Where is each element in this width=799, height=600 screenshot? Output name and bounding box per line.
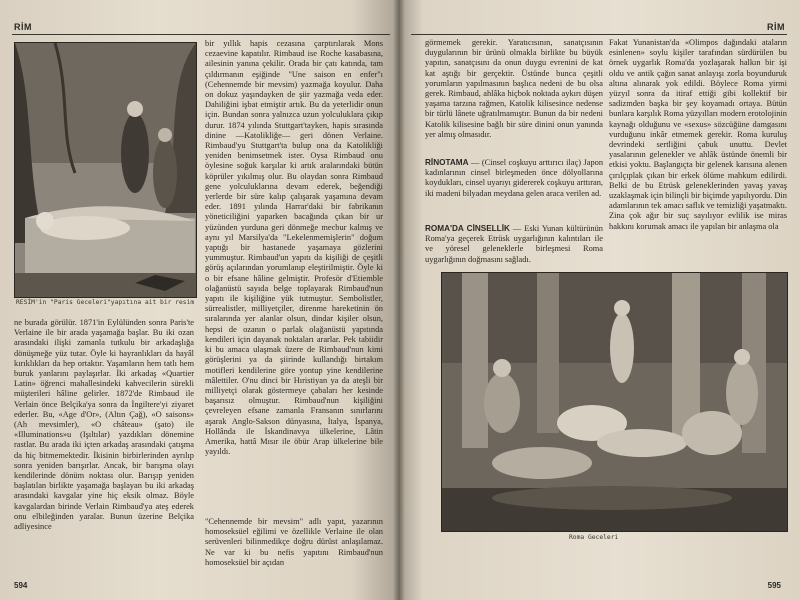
- left-col2-text-part1: bir yıllık hapis cezasına çarptırılarak Mons cezaevine kapatılır. Rimbaud ise Roche kasabasına, ailesinin yanına çekilir. Orada bir çatı katında, tam çıldırmanın eşiğinde "Une saison en enfer"ı (Cehennemde bir mevsim) yazmağa koyulur. Daha on dokuz yaşındayken de şiir yazmağa veda eder. Dahiliğini işbat etmiştir artık. Bu da yeterlidir onun için. Bundan sonra yalnızca uzun yolculuklara çıkıp durur. 1874 yılında Stuttgart'tayken, hapis sırasında dinine —Katolikliğe— geri dönen Verlaine. Rimbaud'yu Stuttgart'ta bulup ona da Katolikliği yeniden benimsetmek ister. Oysa Rimbaud onu öylesine soğuk karşılar ki artık aralarındaki bütün köprüler yıkılmış olur. Bu olaydan sonra Rimbaud gene yolculuklarına devam ederek, beğendiği yerlerde bir süre kalıp çalışarak yaşamına devam eder. 1891 yılında Harrar'daki bir fabrikanın yöneticiliğini yaparken bacağında çıkan bir ur yüzünden yurduna geri dönmeğe mecbur kalmış ve aynı yıl Marsilya'da "Lekelenmemişlerin" doğum yaptığı bir hastanede yaşamaya gözlerini yummuştur. Rimbaud'un yapıtı da kişiliği de çeşitli görüş açılarından yorumlanıp eleştirilmiştir. Öyle ki o bir efsane hâline gelmiştir. Profesör d'Etiemble olağanüstü sayıda belge toplayarak Rimbaud'nun yapıtı ile kişiliğine yük tutmuştur. Sembolistler, sürrealistler, milliyetçiler, direnme hareketinin ön sıralarında yer alanlar olsun, dindar kişiler olsun, hepsi de ozanın o parlak olağanüstü yapıtında kendileri için dayanak noktaları ararlar. Pek tabiidir ki bu amaca ulaşmak üzere de Rimbaud'nun kimi görüşlerini ya da şiirinde kullandığı birtakım motifleri kendilerine göre yontup yine kendilerine mâlettiler. O'nu dinci bir Hıristiyan ya da ateşli bir milliyetçi olarak göstermeye çabaları her kesinde başarısız olmuştur. Rimbaud'nun kişiliğini çevreleyen efsane zamanla Fransanın sınırlarını aşarak Anglo-Sakson dünyasına, İtalya, İspanya, Hollânda ile İskandinavya ülkelerine, Lâtin Amerika, hattâ Mısır ile öbür Arap ülkelerine bile yayıldı.: [205, 39, 383, 457]
- left-column-2-bottom: [205, 517, 383, 581]
- left-col1-text: ne burada görülür. 1871'in Eylülünden sonra Paris'te Verlaine ile bir arada yaşamağa başlar. Bu iki ozan arasındaki ilişki zamanla tutkulu bir arkadaşlığa dönüşmeğe yüz tutar. Öyle ki hayranlıkları da hayâl kırıklıkları da hep ortaktır. Yaşamların hem tatlı hem buruk yanlarını paylaşırlar. İki arkadaş «Quartier Latin» öğrenci mahallesindeki kahvecilerin sürekli müşterileri hâline gelirler. 1872'de Rimbaud ile Verlain önce Belçika'ya sonra da İngiltere'yi ziyaret ederler. Bu, «Age d'Or», (Altın Çağ), «O saisons» (Ah mevsimler), «O château» (şato) ile «Illuminations»u (Işıltılar) yazdıkları dönemine rastlar. Bu arada iki içten arkadaş arasındaki çatışma da hiç bitmemektedir. İkisinin birbirlerinden ayrılıp sonra yeniden barışırlar. Ancak, bir barışma olayı kendilerinde dönüm noktası olur. Barışıp yeniden başlatılan birlikte yaşamağa başlayan bu iki arkadaş arasındaki kavgalar yine hiç eksik olmaz. Böyle kavgalardan birinde Verlain Rimbaud'ya ateş ederek onu elbileğinden yaralar. Bunun üzerine Belçika adliyesince: [14, 318, 194, 532]
- roma-cinsellik-text: — Eski Yunan kültürünün Roma'ya geçerek Etrüsk uygarlığının kalıntıları ile ve yöresel geleneklerle birleşmesi Roma uygarlığının doğmasını sağladı.: [425, 224, 603, 264]
- header-rule-left: [12, 34, 390, 35]
- page-number-left: 594: [14, 581, 28, 590]
- right-col1-text: görmemek gerekir. Yaratıcısının, sanatçısının duygularının bir ürünü olmakla birlikte bu büyük yapıtın, sanatçısını da onun duygu evrenini de kat kat aştığı bir gerçektir. Üstünde bunca çeşitli yorumların yapılmasının başlıca nedeni de bu olsa gerek. Rimbaud, ahlâka hiçbok noktada aykırı düşen yaşama tarzına rağmen, Katolik kilisesince nedense bir türlü lânete uğratılmamıştır. Bunun da bir nedeni Katolik kilisesine bağlı bir süre dinini onun yanında yer almış olmasıdır.: [425, 38, 603, 139]
- rinotama-entry: [425, 158, 603, 220]
- header-rule-right: [411, 34, 787, 35]
- left-page: [0, 0, 399, 600]
- page-number-right: 595: [767, 581, 781, 590]
- rinotama-heading: RİNOTAMA: [425, 158, 469, 167]
- roman-painting-caption: Roma Geceleri: [569, 534, 619, 541]
- engraving-illustration: [15, 43, 196, 297]
- engraving-figure: [14, 42, 197, 298]
- left-col2-text-part2: "Cehennemde bir mevsim" adlı yapıt, yazarının homoseksüel eğilimi ve özellikle Verlaine ile olan serüvenleri bilinmedikçe doğru dürüst anlaşılamaz. Ne var ki bu nefis yapıtını Rimbaud'nun homoseksüel bir açıdan: [205, 517, 383, 567]
- running-head-right: RİM: [767, 22, 785, 32]
- left-column-1: [14, 318, 194, 580]
- roman-painting-illustration: [442, 273, 787, 531]
- left-column-2: [205, 39, 383, 511]
- engraving-caption: RESİM'in "Paris Geceleri"yapıtına ait bir resim: [16, 299, 195, 306]
- right-column-1: [425, 38, 603, 154]
- roma-cinsellik-entry: [425, 224, 603, 268]
- rinotama-text: — (Cinsel coşkuyu arttırıcı ilaç) Japon kadınlarının cinsel birleşmeden önce dölyollarına koydukları, cinsel uyarıyı gidererek coşkuyu arttıran, iki madeni bilyadan meydana gelen araca verilen ad.: [425, 158, 603, 198]
- book-spine-shadow: [393, 0, 405, 600]
- right-col2-text: Fakat Yunanistan'da «Olimpos dağındaki ataların esinlenen» soylu kişiler tarafından sürdürülen bu örnek uygarlık Roma'da yozlaşarak halkın bir işi oldu ve antik çağın sanat anlayışı zorla boyunduruk altına alınarak yok edildi. Böylece Roma yirmi yüzyıl sonra da itiraf ettiği gibi kollektif bir sadizmden başka bir şey koyamadı ortaya. Bütün bunlara karşılık Roma yüzyılları modern erotolojinin kaynağı olduğunu ve «sexus» sözcüğüne damgasını vurduğunu inkâr etmemek gerekir. Roma kuruluş devrindeki sertliğini çabuk unuttu. Devlet yasalarının gelenekler ve ahlâk üstünde önemli bir etkisi yoktu. Başlangıçta bir gelenek karısına alenen çırılçıplak çıkan bir erkek ölüme mahkum edilirdi. Belki de bu Etrüsk geleneklerinden yavaş yavaş uzaklaşmak için bilinçli bir biçimde yapılıyordu. Din adamlarının tek amacı saflık ve temizliği yaşatmaktı. Zina çok ağır bir suç sayılıyor evlilik ise miras hakkını korumak amacı ile yapılan bir anlaşma ola: [609, 38, 787, 231]
- right-column-2: [609, 38, 787, 268]
- right-page: [399, 0, 799, 600]
- roman-painting-figure: [441, 272, 788, 532]
- roma-cinsellik-heading: ROMA'DA CİNSELLİK: [425, 224, 510, 233]
- running-head-left: RİM: [14, 22, 32, 32]
